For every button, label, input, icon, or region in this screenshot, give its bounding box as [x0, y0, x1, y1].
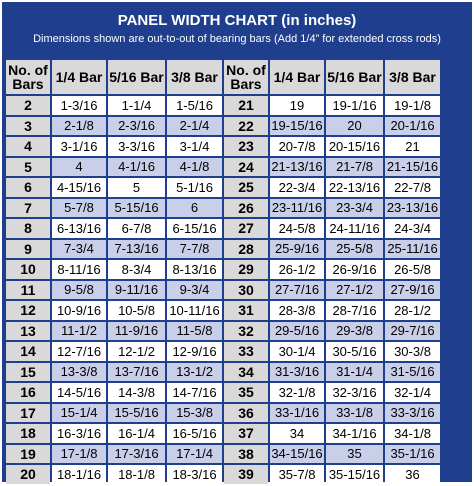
width-three-eighths-bar-cell-left: 2-1/4	[167, 117, 222, 136]
header-row	[6, 60, 440, 94]
width-five-sixteenths-bar-cell-right: 20	[326, 117, 383, 136]
width-five-sixteenths-bar-cell-right: 23-3/4	[326, 199, 383, 218]
bar-count-cell-left: 8	[6, 219, 50, 238]
bar-count-cell-left: 9	[6, 240, 50, 259]
width-quarter-bar-cell-right: 19-15/16	[271, 118, 323, 134]
table-row	[6, 96, 440, 115]
width-five-sixteenths-bar-cell-left: 6-7/8	[108, 219, 165, 238]
bar-count-cell-right: 39	[224, 465, 268, 484]
width-five-sixteenths-bar-cell-right: 27-1/2	[326, 281, 383, 300]
width-five-sixteenths-bar-cell-right: 33-1/8	[326, 404, 383, 423]
width-three-eighths-bar-cell-left: 3-1/4	[167, 137, 222, 156]
width-quarter-bar-cell-right: 19	[270, 96, 324, 115]
width-five-sixteenths-bar-cell-right: 32-3/16	[326, 383, 383, 402]
bar-count-cell-right: 37	[224, 424, 268, 443]
width-five-sixteenths-bar-cell-left: 10-5/8	[108, 301, 165, 320]
header-bars-left: No. of Bars	[6, 60, 50, 94]
width-three-eighths-bar-cell-left: 14-7/16	[167, 383, 222, 402]
panel-width-chart	[2, 2, 472, 482]
bar-count-cell-left: 3	[6, 117, 50, 136]
width-quarter-bar-cell-right: 29-5/16	[270, 322, 324, 341]
bar-count-cell-right: 22	[224, 117, 268, 136]
width-five-sixteenths-bar-cell-left: 3-3/16	[108, 137, 165, 156]
width-three-eighths-bar-cell-right: 28-1/2	[385, 301, 440, 320]
table-row	[6, 445, 440, 464]
width-three-eighths-bar-cell-left: 6-15/16	[167, 219, 222, 238]
table-row	[6, 404, 440, 423]
width-three-eighths-bar-cell-left: 1-5/16	[167, 96, 222, 115]
width-three-eighths-bar-cell-right: 30-3/8	[385, 342, 440, 361]
width-three-eighths-bar-cell-right: 24-3/4	[385, 219, 440, 238]
bar-count-cell-right: 36	[224, 404, 268, 423]
width-three-eighths-bar-cell-right: 32-1/4	[385, 383, 440, 402]
bar-count-cell-right: 38	[224, 445, 268, 464]
width-three-eighths-bar-cell-right: 26-5/8	[385, 260, 440, 279]
bar-count-cell-right: 27	[224, 219, 268, 238]
bar-count-cell-left: 15	[6, 363, 50, 382]
width-quarter-bar-cell-left: 3-1/16	[52, 137, 106, 156]
width-five-sixteenths-bar-cell-left: 7-13/16	[108, 240, 165, 259]
width-quarter-bar-cell-left: 10-9/16	[52, 301, 106, 320]
width-five-sixteenths-bar-cell-right: 35-15/16	[326, 465, 383, 484]
width-three-eighths-bar-cell-right: 35-1/16	[385, 445, 440, 464]
width-three-eighths-bar-cell-right: 31-5/16	[385, 363, 440, 382]
bar-count-cell-left: 18	[6, 424, 50, 443]
width-three-eighths-bar-cell-right: 21	[385, 137, 440, 156]
width-quarter-bar-cell-left: 12-7/16	[52, 342, 106, 361]
width-three-eighths-bar-cell-left: 16-5/16	[167, 424, 222, 443]
bar-count-cell-left: 20	[6, 465, 50, 484]
width-five-sixteenths-bar-cell-right: 28-7/16	[326, 301, 383, 320]
width-quarter-bar-cell-right: 27-7/16	[270, 281, 324, 300]
width-three-eighths-bar-cell-left: 15-3/8	[167, 404, 222, 423]
width-quarter-bar-cell-left: 17-1/8	[52, 445, 106, 464]
width-three-eighths-bar-cell-right: 25-11/16	[385, 240, 440, 259]
bar-count-cell-right: 25	[224, 178, 268, 197]
width-five-sixteenths-bar-cell-left: 1-1/4	[108, 96, 165, 115]
width-quarter-bar-cell-left: 4	[52, 158, 106, 177]
header-three-eighths-left: 3/8 Bar	[167, 60, 222, 94]
bar-count-cell-left: 4	[6, 137, 50, 156]
table-row	[6, 465, 440, 484]
width-three-eighths-bar-cell-left: 9-3/4	[167, 281, 222, 300]
width-five-sixteenths-bar-cell-left: 12-1/2	[108, 342, 165, 361]
bar-count-cell-right: 24	[224, 158, 268, 177]
width-quarter-bar-cell-right: 34-15/16	[271, 446, 323, 462]
bar-count-cell-left: 17	[6, 404, 50, 423]
width-quarter-bar-cell-left: 15-1/4	[52, 404, 106, 423]
chart-banner	[2, 2, 472, 56]
width-three-eighths-bar-cell-right: 34-1/8	[385, 424, 440, 443]
bar-count-cell-right: 29	[224, 260, 268, 279]
width-five-sixteenths-bar-cell-left: 5	[108, 178, 165, 197]
width-quarter-bar-cell-right: 33-1/16	[270, 404, 324, 423]
width-three-eighths-bar-cell-right: 22-7/8	[385, 178, 440, 197]
width-three-eighths-bar-cell-left: 13-1/2	[167, 363, 222, 382]
width-five-sixteenths-bar-cell-right: 29-3/8	[326, 322, 383, 341]
bar-count-cell-right: 23	[224, 137, 268, 156]
width-three-eighths-bar-cell-right: 36	[385, 465, 440, 484]
bar-count-cell-left: 16	[6, 383, 50, 402]
width-quarter-bar-cell-left: 5-7/8	[52, 199, 106, 218]
width-quarter-bar-cell-right: 28-3/8	[270, 301, 324, 320]
header-quarter-left: 1/4 Bar	[52, 60, 106, 94]
bar-count-cell-right: 34	[224, 363, 268, 382]
width-quarter-bar-cell-left: 6-13/16	[52, 219, 106, 238]
width-five-sixteenths-bar-cell-right: 34-1/16	[326, 424, 383, 443]
table-row	[6, 383, 440, 402]
width-five-sixteenths-bar-cell-left: 9-11/16	[108, 281, 165, 300]
width-quarter-bar-cell-left: 16-3/16	[52, 424, 106, 443]
width-three-eighths-bar-cell-left: 11-5/8	[167, 322, 222, 341]
width-quarter-bar-cell-right: 23-11/16	[271, 200, 323, 216]
bar-count-cell-left: 19	[6, 445, 50, 464]
width-five-sixteenths-bar-cell-right: 35	[326, 445, 383, 464]
table-row	[6, 301, 440, 320]
table-row	[6, 322, 440, 341]
width-quarter-bar-cell-right: 30-1/4	[270, 342, 324, 361]
width-five-sixteenths-bar-cell-left: 17-3/16	[108, 445, 165, 464]
width-quarter-bar-cell-right: 34	[270, 424, 324, 443]
width-three-eighths-bar-cell-left: 4-1/8	[167, 158, 222, 177]
width-five-sixteenths-bar-cell-left: 5-15/16	[108, 199, 165, 218]
width-quarter-bar-cell-right: 32-1/8	[270, 383, 324, 402]
width-five-sixteenths-bar-cell-right: 31-1/4	[326, 363, 383, 382]
table-row	[6, 137, 440, 156]
width-quarter-bar-cell-left: 4-15/16	[52, 178, 106, 197]
header-five-sixteenths-left: 5/16 Bar	[108, 60, 165, 94]
width-three-eighths-bar-cell-right: 19-1/8	[385, 96, 440, 115]
width-five-sixteenths-bar-cell-right: 22-13/16	[326, 178, 383, 197]
width-three-eighths-bar-cell-left: 7-7/8	[167, 240, 222, 259]
bar-count-cell-left: 14	[6, 342, 50, 361]
width-quarter-bar-cell-left: 2-1/8	[52, 117, 106, 136]
width-five-sixteenths-bar-cell-left: 18-1/8	[108, 465, 165, 484]
width-quarter-bar-cell-left: 1-3/16	[52, 96, 106, 115]
bar-count-cell-left: 10	[6, 260, 50, 279]
table-row	[6, 281, 440, 300]
table-row	[6, 219, 440, 238]
bar-count-cell-right: 35	[224, 383, 268, 402]
width-three-eighths-bar-cell-right: 29-7/16	[385, 322, 440, 341]
width-quarter-bar-cell-right: 24-5/8	[270, 219, 324, 238]
bar-count-cell-left: 13	[6, 322, 50, 341]
width-five-sixteenths-bar-cell-right: 26-9/16	[326, 260, 383, 279]
width-three-eighths-bar-cell-left: 10-11/16	[167, 301, 222, 320]
width-five-sixteenths-bar-cell-right: 30-5/16	[326, 342, 383, 361]
bar-count-cell-left: 11	[6, 281, 50, 300]
bar-count-cell-right: 31	[224, 301, 268, 320]
width-quarter-bar-cell-right: 21-13/16	[271, 159, 323, 175]
width-five-sixteenths-bar-cell-left: 8-3/4	[108, 260, 165, 279]
width-quarter-bar-cell-right: 31-3/16	[270, 363, 324, 382]
width-three-eighths-bar-cell-left: 6	[167, 199, 222, 218]
bar-count-cell-left: 5	[6, 158, 50, 177]
width-three-eighths-bar-cell-left: 18-3/16	[167, 465, 222, 484]
width-five-sixteenths-bar-cell-left: 14-3/8	[108, 383, 165, 402]
width-quarter-bar-cell-right: 20-7/8	[270, 137, 324, 156]
table-row	[6, 117, 440, 136]
width-quarter-bar-cell-left: 7-3/4	[52, 240, 106, 259]
width-quarter-bar-cell-left: 13-3/8	[52, 363, 106, 382]
chart-subtitle: Dimensions shown are out-to-out of bearing bars (Add 1/4” for extended cross rods)	[33, 33, 441, 45]
width-three-eighths-bar-cell-left: 12-9/16	[167, 342, 222, 361]
width-five-sixteenths-bar-cell-right: 19-1/16	[326, 96, 383, 115]
width-five-sixteenths-bar-cell-left: 11-9/16	[108, 322, 165, 341]
bar-count-cell-right: 33	[224, 342, 268, 361]
table-row	[6, 342, 440, 361]
width-quarter-bar-cell-left: 11-1/2	[52, 322, 106, 341]
bar-count-cell-right: 21	[224, 96, 268, 115]
width-three-eighths-bar-cell-left: 5-1/16	[167, 178, 222, 197]
width-quarter-bar-cell-left: 18-1/16	[52, 465, 106, 484]
bar-count-cell-right: 32	[224, 322, 268, 341]
bar-count-cell-left: 7	[6, 199, 50, 218]
width-five-sixteenths-bar-cell-left: 13-7/16	[108, 363, 165, 382]
width-five-sixteenths-bar-cell-left: 2-3/16	[108, 117, 165, 136]
width-three-eighths-bar-cell-right: 27-9/16	[385, 281, 440, 300]
width-three-eighths-bar-cell-right: 23-13/16	[386, 200, 439, 216]
width-five-sixteenths-bar-cell-left: 16-1/4	[108, 424, 165, 443]
bar-count-cell-left: 6	[6, 178, 50, 197]
bar-count-cell-right: 30	[224, 281, 268, 300]
width-five-sixteenths-bar-cell-right: 24-11/16	[326, 219, 383, 238]
width-three-eighths-bar-cell-right: 33-3/16	[385, 404, 440, 423]
width-five-sixteenths-bar-cell-left: 15-5/16	[108, 404, 165, 423]
bar-count-cell-right: 28	[224, 240, 268, 259]
width-three-eighths-bar-cell-right: 21-15/16	[386, 159, 439, 175]
width-quarter-bar-cell-left: 8-11/16	[52, 260, 106, 279]
chart-title: PANEL WIDTH CHART (in inches)	[117, 12, 357, 29]
header-five-sixteenths-right: 5/16 Bar	[326, 60, 383, 94]
width-quarter-bar-cell-right: 35-7/8	[270, 465, 324, 484]
width-quarter-bar-cell-right: 22-3/4	[270, 178, 324, 197]
bar-count-cell-right: 26	[224, 199, 268, 218]
width-five-sixteenths-bar-cell-right: 20-15/16	[326, 137, 383, 156]
panel-width-table	[4, 58, 442, 486]
header-quarter-right: 1/4 Bar	[270, 60, 324, 94]
width-five-sixteenths-bar-cell-left: 4-1/16	[108, 158, 165, 177]
header-bars-right: No. of Bars	[224, 60, 268, 94]
width-five-sixteenths-bar-cell-right: 21-7/8	[326, 158, 383, 177]
width-five-sixteenths-bar-cell-right: 25-5/8	[326, 240, 383, 259]
width-three-eighths-bar-cell-left: 17-1/4	[167, 445, 222, 464]
table-row	[6, 178, 440, 197]
bar-count-cell-left: 12	[6, 301, 50, 320]
width-quarter-bar-cell-left: 14-5/16	[52, 383, 106, 402]
bar-count-cell-left: 2	[6, 96, 50, 115]
table-row	[6, 199, 440, 218]
table-row	[6, 240, 440, 259]
width-three-eighths-bar-cell-left: 8-13/16	[167, 260, 222, 279]
width-quarter-bar-cell-left: 9-5/8	[52, 281, 106, 300]
table-row	[6, 424, 440, 443]
header-three-eighths-right: 3/8 Bar	[385, 60, 440, 94]
width-three-eighths-bar-cell-right: 20-1/16	[385, 117, 440, 136]
table-row	[6, 260, 440, 279]
table-row	[6, 363, 440, 382]
table-row	[6, 158, 440, 177]
width-quarter-bar-cell-right: 26-1/2	[270, 260, 324, 279]
width-quarter-bar-cell-right: 25-9/16	[270, 240, 324, 259]
